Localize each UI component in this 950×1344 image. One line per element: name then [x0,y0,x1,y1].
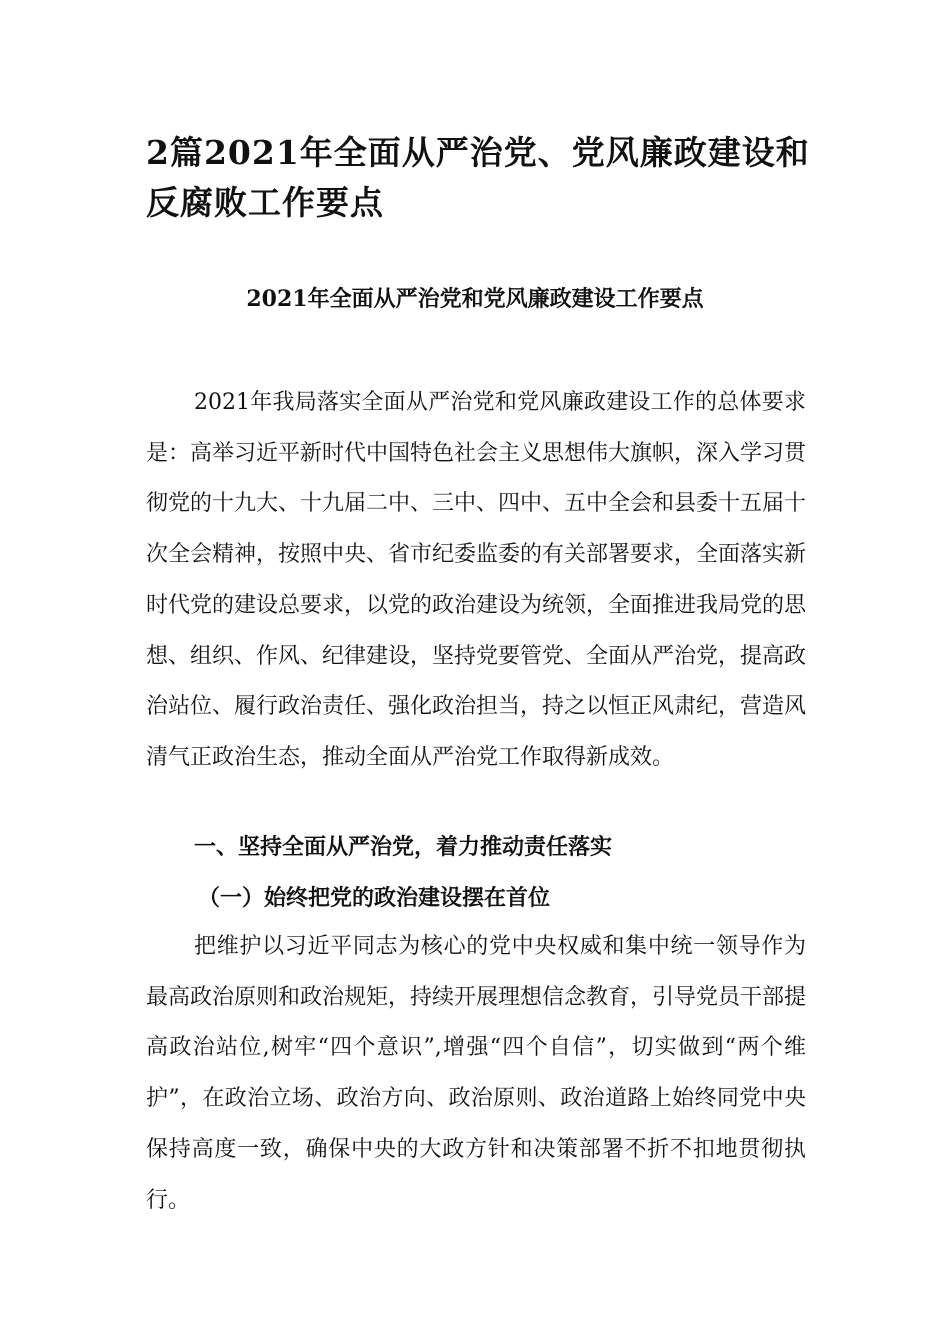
section-heading: 一、坚持全面从严治党，着力推动责任落实 [194,834,613,860]
document-title: 2篇2021年全面从严治党、党风廉政建设和反腐败工作要点 [146,133,810,222]
body-paragraph: 把维护以习近平同志为核心的党中央权威和集中统一领导作为最高政治原则和政治规矩，持续开展理想信念教育，引导党员干部提高政治站位,树牢“四个意识”,增强“四个自信”，切实做到“两个维护”，在政治立场、政治方向、政治原则、政治道路上始终同党中央保持高度一致，确保中央的大政方针和决策部署不折不扣地贯彻执行。 [146,934,807,1213]
document-subtitle: 2021年全面从严治党和党风廉政建设工作要点 [246,286,704,312]
subsection-heading: （一）始终把党的政治建设摆在首位 [198,885,551,911]
intro-paragraph: 2021年我局落实全面从严治党和党风廉政建设工作的总体要求是：高举习近平新时代中国特色社会主义思想伟大旗帜，深入学习贯彻党的十九大、十九届二中、三中、四中、五中全会和县委十五届十次全会精神，按照中央、省市纪委监委的有关部署要求，全面落实新时代党的建设总要求，以党的政治建设为统领，全面推进我局党的思想、组织、作风、纪律建设，坚持党要管党、全面从严治党，提高政治站位、履行政治责任、强化政治担当，持之以恒正风肃纪，营造风清气正政治生态，推动全面从严治党工作取得新成效。 [146,390,807,770]
